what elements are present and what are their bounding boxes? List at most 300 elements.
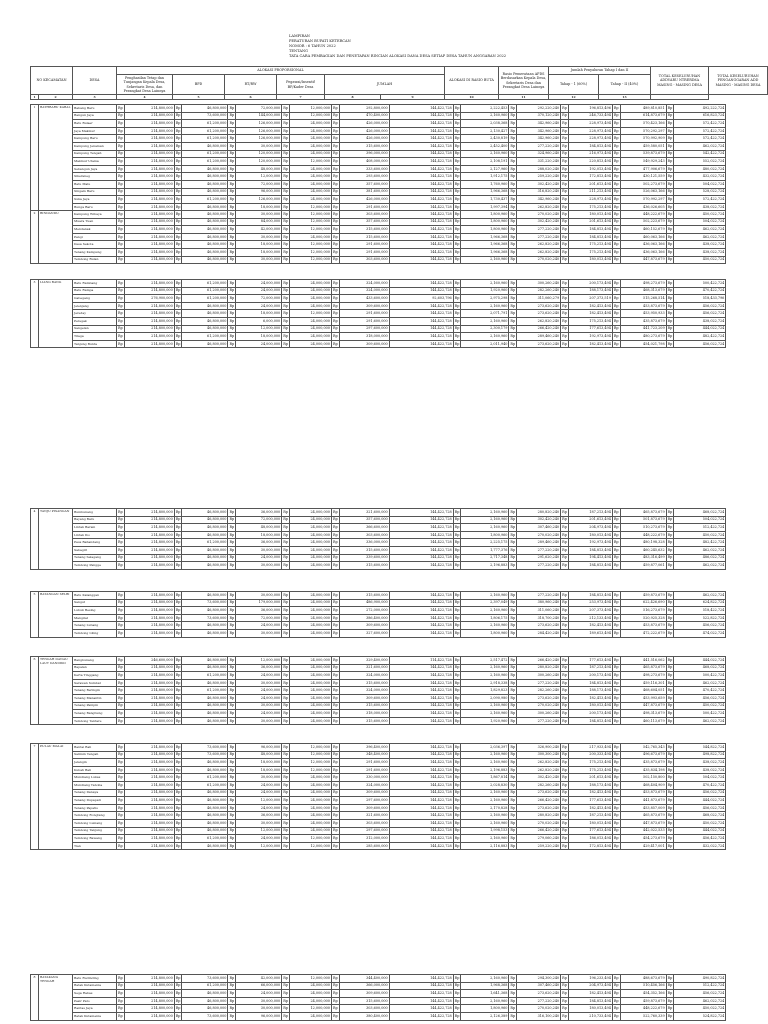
desa-name: Tenang Papatis	[73, 804, 117, 812]
currency-prefix: Rp	[228, 1005, 236, 1013]
currency-prefix: Rp	[117, 256, 125, 264]
value-cell: 214,800,000	[124, 827, 174, 835]
currency-prefix: Rp	[228, 340, 236, 348]
value-cell: 200,173,494	[568, 672, 612, 680]
currency-prefix: Rp	[228, 233, 236, 241]
currency-prefix: Rp	[453, 842, 461, 850]
currency-prefix: Rp	[509, 196, 517, 204]
table-row	[31, 340, 726, 348]
currency-prefix: Rp	[453, 524, 461, 532]
value-cell: 266,420,240	[517, 797, 561, 805]
kecamatan-name: BATANGAN SELBI	[39, 592, 73, 638]
currency-prefix: Rp	[509, 241, 517, 249]
currency-prefix: Rp	[453, 990, 461, 998]
value-cell: 214,800,000	[124, 325, 174, 333]
currency-prefix: Rp	[612, 687, 620, 695]
table-row	[31, 196, 726, 204]
value-cell: 1,800,960	[461, 226, 509, 234]
value-cell: 12,000,000	[289, 766, 331, 774]
currency-prefix: Rp	[331, 702, 339, 710]
kecamatan-name: BINDANDU	[39, 211, 73, 264]
value-cell: 96,000,000	[236, 744, 282, 752]
value-cell: 12,000,000	[289, 241, 331, 249]
currency-prefix: Rp	[453, 158, 461, 166]
desa-name: Gabegang	[73, 295, 117, 303]
currency-prefix: Rp	[174, 672, 182, 680]
currency-prefix: Rp	[331, 531, 339, 539]
value-cell: 24,000,000	[289, 165, 331, 173]
desa-name: Tenang Bangbung	[73, 710, 117, 718]
currency-prefix: Rp	[509, 135, 517, 143]
currency-prefix: Rp	[228, 990, 236, 998]
table-row	[31, 835, 726, 843]
value-cell: 270,020,240	[517, 1005, 561, 1013]
currency-prefix: Rp	[509, 607, 517, 615]
value-cell: 61,200,000	[182, 135, 228, 143]
value-cell: 144,422,728	[389, 990, 453, 998]
value-cell: 214,800,000	[124, 233, 174, 241]
value-cell: 2,160,960	[461, 664, 509, 672]
currency-prefix: Rp	[174, 687, 182, 695]
value-cell: 144,422,728	[389, 546, 453, 554]
value-cell: 303,600,000	[339, 211, 389, 219]
value-cell: 46,800,000	[182, 766, 228, 774]
value-cell: 201,613,494	[568, 774, 612, 782]
currency-prefix: Rp	[666, 664, 674, 672]
currency-prefix: Rp	[117, 173, 125, 181]
currency-prefix: Rp	[331, 766, 339, 774]
value-cell: 24,000,000	[289, 233, 331, 241]
value-cell: 518,422,724	[674, 607, 726, 615]
currency-prefix: Rp	[612, 509, 620, 517]
currency-prefix: Rp	[282, 679, 290, 687]
currency-prefix: Rp	[509, 226, 517, 234]
value-cell: 436,063,166	[620, 248, 666, 256]
currency-prefix: Rp	[117, 325, 125, 333]
value-cell: 24,000,000	[289, 657, 331, 665]
value-cell: 24,000,000	[289, 317, 331, 325]
value-cell: 214,800,000	[124, 554, 174, 562]
value-cell: 447,873,679	[620, 702, 666, 710]
column-number: 2	[39, 95, 73, 100]
value-cell: 624,822,724	[674, 599, 726, 607]
letterhead-line: PERATURAN BUPATI KETERCAN	[289, 39, 351, 43]
table-header	[30, 66, 768, 100]
table-row	[31, 997, 726, 1005]
header-alokasi-rasio: ALOKASI DI RASIO BUTA	[445, 67, 499, 95]
currency-prefix: Rp	[117, 340, 125, 348]
currency-prefix: Rp	[612, 112, 620, 120]
currency-prefix: Rp	[228, 120, 236, 128]
currency-prefix: Rp	[509, 804, 517, 812]
value-cell: 96,000,000	[236, 1012, 282, 1020]
currency-prefix: Rp	[174, 150, 182, 158]
value-cell: 435,834,198	[620, 766, 666, 774]
currency-prefix: Rp	[509, 158, 517, 166]
currency-prefix: Rp	[612, 158, 620, 166]
value-cell: 30,000,000	[236, 774, 282, 782]
table-row	[31, 248, 726, 256]
value-cell: 300,260,240	[517, 710, 561, 718]
currency-prefix: Rp	[174, 975, 182, 983]
currency-prefix: Rp	[117, 664, 125, 672]
value-cell: 289,460,240	[517, 333, 561, 341]
currency-prefix: Rp	[561, 180, 569, 188]
currency-prefix: Rp	[612, 218, 620, 226]
currency-prefix: Rp	[117, 516, 125, 524]
value-cell: 357,600,000	[339, 218, 389, 226]
currency-prefix: Rp	[174, 295, 182, 303]
currency-prefix: Rp	[453, 142, 461, 150]
header-desa: DESA	[73, 67, 117, 95]
table-row	[31, 554, 726, 562]
currency-prefix: Rp	[509, 524, 517, 532]
currency-prefix: Rp	[561, 158, 569, 166]
currency-prefix: Rp	[666, 622, 674, 630]
currency-prefix: Rp	[612, 203, 620, 211]
currency-prefix: Rp	[228, 812, 236, 820]
value-cell: 24,000,000	[289, 539, 331, 547]
value-cell: 48,000,000	[236, 165, 282, 173]
value-cell: 318,000,000	[339, 333, 389, 341]
value-cell: 46,800,000	[182, 256, 228, 264]
currency-prefix: Rp	[117, 127, 125, 135]
currency-prefix: Rp	[509, 554, 517, 562]
value-cell: 192,013,494	[568, 165, 612, 173]
currency-prefix: Rp	[666, 295, 674, 303]
value-cell: 12,000,000	[236, 173, 282, 181]
currency-prefix: Rp	[117, 158, 125, 166]
currency-prefix: Rp	[228, 516, 236, 524]
currency-prefix: Rp	[612, 622, 620, 630]
kecamatan-number: 2	[31, 211, 39, 264]
currency-prefix: Rp	[666, 287, 674, 295]
value-cell: 214,800,000	[124, 248, 174, 256]
desa-name: Bangun Jaya	[73, 112, 117, 120]
table-row	[31, 158, 726, 166]
value-cell: 482,422,724	[674, 333, 726, 341]
currency-prefix: Rp	[117, 694, 125, 702]
value-cell: 1,800,960	[461, 218, 509, 226]
value-cell: 453,873,679	[620, 622, 666, 630]
value-cell: 46,800,000	[182, 531, 228, 539]
currency-prefix: Rp	[117, 287, 125, 295]
value-cell: 462,022,724	[674, 226, 726, 234]
value-cell: 504,022,724	[674, 218, 726, 226]
value-cell: 182,413,494	[568, 310, 612, 318]
value-cell: 24,000,000	[289, 774, 331, 782]
currency-prefix: Rp	[331, 180, 339, 188]
value-cell: 366,000,000	[339, 982, 389, 990]
currency-prefix: Rp	[117, 142, 125, 150]
currency-prefix: Rp	[509, 599, 517, 607]
currency-prefix: Rp	[453, 797, 461, 805]
desa-name: Tenang Lubang	[73, 622, 117, 630]
value-cell: 24,000,000	[289, 702, 331, 710]
currency-prefix: Rp	[228, 672, 236, 680]
value-cell: 454,273,679	[620, 835, 666, 843]
desa-name: Suka Jaya	[73, 196, 117, 204]
value-cell: 291,600,000	[339, 203, 389, 211]
value-cell: 2,160,960	[461, 835, 509, 843]
currency-prefix: Rp	[453, 340, 461, 348]
currency-prefix: Rp	[331, 142, 339, 150]
value-cell: 2,452,400	[461, 142, 509, 150]
value-cell: 24,000,000	[236, 789, 282, 797]
currency-prefix: Rp	[453, 120, 461, 128]
currency-prefix: Rp	[331, 173, 339, 181]
value-cell: 172,813,494	[568, 842, 612, 850]
table-row	[31, 562, 726, 570]
currency-prefix: Rp	[666, 280, 674, 288]
currency-prefix: Rp	[612, 781, 620, 789]
value-cell: 12,000,000	[289, 835, 331, 843]
table-row	[31, 819, 726, 827]
currency-prefix: Rp	[282, 710, 290, 718]
currency-prefix: Rp	[331, 797, 339, 805]
value-cell: 2,126,389	[461, 1012, 509, 1020]
value-cell: 144,422,728	[389, 241, 453, 249]
currency-prefix: Rp	[117, 766, 125, 774]
kecamatan-table	[30, 656, 726, 725]
desa-name: Peregak	[73, 317, 117, 325]
desa-name: Batu Rampa	[73, 287, 117, 295]
currency-prefix: Rp	[561, 280, 569, 288]
currency-prefix: Rp	[509, 975, 517, 983]
value-cell: 273,620,240	[517, 340, 561, 348]
value-cell: 262,820,240	[517, 766, 561, 774]
currency-prefix: Rp	[228, 781, 236, 789]
value-cell: 315,600,000	[339, 679, 389, 687]
table-row	[31, 1012, 726, 1020]
value-cell: 270,020,240	[517, 211, 561, 219]
table-row	[31, 180, 726, 188]
currency-prefix: Rp	[453, 827, 461, 835]
currency-prefix: Rp	[331, 211, 339, 219]
currency-prefix: Rp	[174, 789, 182, 797]
currency-prefix: Rp	[331, 599, 339, 607]
value-cell: 73,600,000	[182, 744, 228, 752]
value-cell: 46,800,000	[182, 226, 228, 234]
value-cell: 175,213,494	[568, 248, 612, 256]
value-cell: 2,160,960	[461, 256, 509, 264]
currency-prefix: Rp	[331, 302, 339, 310]
value-cell: 246,600,000	[124, 657, 174, 665]
value-cell: 214,800,000	[124, 196, 174, 204]
value-cell: 144,422,728	[389, 599, 453, 607]
value-cell: 342,960,240	[517, 135, 561, 143]
currency-prefix: Rp	[509, 797, 517, 805]
currency-prefix: Rp	[612, 233, 620, 241]
value-cell: 2,430,819	[461, 135, 509, 143]
value-cell: 214,800,000	[124, 766, 174, 774]
value-cell: 309,600,000	[339, 622, 389, 630]
value-cell: 24,000,000	[236, 835, 282, 843]
currency-prefix: Rp	[282, 142, 290, 150]
desa-name: Pasir Pato	[73, 997, 117, 1005]
desa-name: Paus Bahandang	[73, 539, 117, 547]
desa-name: Sikeraneg	[73, 173, 117, 181]
desa-name: Bapalan	[73, 664, 117, 672]
table-row	[31, 990, 726, 998]
currency-prefix: Rp	[509, 842, 517, 850]
value-cell: 438,022,724	[674, 759, 726, 767]
currency-prefix: Rp	[666, 112, 674, 120]
desa-name: Lintak Baram	[73, 524, 117, 532]
currency-prefix: Rp	[174, 233, 182, 241]
value-cell: 24,000,000	[289, 142, 331, 150]
table-row	[31, 509, 726, 517]
currency-prefix: Rp	[612, 975, 620, 983]
currency-prefix: Rp	[612, 842, 620, 850]
currency-prefix: Rp	[561, 524, 569, 532]
value-cell: 46,800,000	[182, 188, 228, 196]
value-cell: 381,600,000	[339, 188, 389, 196]
value-cell: 214,800,000	[124, 744, 174, 752]
value-cell: 622,426,690	[620, 599, 666, 607]
currency-prefix: Rp	[282, 165, 290, 173]
value-cell: 12,000,000	[289, 112, 331, 120]
currency-prefix: Rp	[174, 127, 182, 135]
value-cell: 46,800,000	[182, 702, 228, 710]
currency-prefix: Rp	[174, 280, 182, 288]
currency-prefix: Rp	[561, 804, 569, 812]
value-cell: 214,800,000	[124, 614, 174, 622]
value-cell: 46,800,000	[182, 105, 228, 113]
currency-prefix: Rp	[282, 751, 290, 759]
value-cell: 214,800,000	[124, 622, 174, 630]
currency-prefix: Rp	[453, 789, 461, 797]
currency-prefix: Rp	[612, 804, 620, 812]
value-cell: 300,300,240	[517, 751, 561, 759]
currency-prefix: Rp	[282, 256, 290, 264]
currency-prefix: Rp	[612, 180, 620, 188]
table-row	[31, 295, 726, 303]
value-cell: 24,000,000	[289, 819, 331, 827]
value-cell: 297,600,000	[339, 325, 389, 333]
desa-name: Jaya Makmur	[73, 127, 117, 135]
value-cell: 184,813,494	[568, 226, 612, 234]
currency-prefix: Rp	[666, 774, 674, 782]
desa-name: Makmur Utama	[73, 158, 117, 166]
value-cell: 30,000,000	[236, 1005, 282, 1013]
currency-prefix: Rp	[282, 629, 290, 637]
value-cell: 61,200,000	[182, 287, 228, 295]
value-cell: 311,060,240	[517, 607, 561, 615]
table-row	[31, 539, 726, 547]
value-cell: 262,820,240	[517, 759, 561, 767]
value-cell: 572,422,724	[674, 135, 726, 143]
kecamatan-table	[30, 279, 726, 348]
value-cell: 30,000,000	[236, 592, 282, 600]
currency-prefix: Rp	[453, 622, 461, 630]
currency-prefix: Rp	[561, 797, 569, 805]
currency-prefix: Rp	[509, 766, 517, 774]
value-cell: 200,333,494	[568, 751, 612, 759]
value-cell: 435,873,679	[620, 317, 666, 325]
value-cell: 468,022,724	[674, 664, 726, 672]
value-cell: 456,022,724	[674, 804, 726, 812]
table-row	[31, 280, 726, 288]
currency-prefix: Rp	[331, 664, 339, 672]
currency-prefix: Rp	[453, 310, 461, 318]
value-cell: 24,000,000	[289, 325, 331, 333]
value-cell: 524,822,724	[674, 1012, 726, 1020]
currency-prefix: Rp	[666, 975, 674, 983]
value-cell: 214,800,000	[124, 982, 174, 990]
currency-prefix: Rp	[174, 516, 182, 524]
currency-prefix: Rp	[331, 827, 339, 835]
currency-prefix: Rp	[509, 672, 517, 680]
currency-prefix: Rp	[509, 180, 517, 188]
currency-prefix: Rp	[174, 196, 182, 204]
value-cell: 46,800,000	[182, 516, 228, 524]
value-cell: 276,900,000	[124, 295, 174, 303]
table-row	[31, 546, 726, 554]
value-cell: 288,020,240	[517, 165, 561, 173]
currency-prefix: Rp	[666, 842, 674, 850]
currency-prefix: Rp	[509, 614, 517, 622]
currency-prefix: Rp	[331, 1012, 339, 1020]
value-cell: 46,800,000	[182, 203, 228, 211]
table-row	[31, 188, 726, 196]
value-cell: 2,160,960	[461, 751, 509, 759]
currency-prefix: Rp	[174, 751, 182, 759]
currency-prefix: Rp	[453, 774, 461, 782]
currency-prefix: Rp	[561, 687, 569, 695]
table-row	[31, 592, 726, 600]
currency-prefix: Rp	[509, 781, 517, 789]
currency-prefix: Rp	[331, 546, 339, 554]
currency-prefix: Rp	[509, 287, 517, 295]
value-cell: 518,433,796	[674, 295, 726, 303]
value-cell: 186,013,494	[568, 835, 612, 843]
currency-prefix: Rp	[174, 622, 182, 630]
value-cell: 444,022,724	[674, 325, 726, 333]
value-cell: 72,000,000	[236, 614, 282, 622]
value-cell: 12,000,000	[289, 248, 331, 256]
currency-prefix: Rp	[561, 317, 569, 325]
currency-prefix: Rp	[612, 819, 620, 827]
value-cell: 61,200,000	[182, 539, 228, 547]
value-cell: 46,800,000	[182, 997, 228, 1005]
value-cell: 144,422,728	[389, 835, 453, 843]
value-cell: 270,020,240	[517, 819, 561, 827]
currency-prefix: Rp	[561, 1005, 569, 1013]
value-cell: 24,000,000	[236, 687, 282, 695]
currency-prefix: Rp	[174, 562, 182, 570]
value-cell: 46,800,000	[182, 248, 228, 256]
value-cell: 30,000,000	[236, 256, 282, 264]
currency-prefix: Rp	[453, 835, 461, 843]
currency-prefix: Rp	[453, 165, 461, 173]
currency-prefix: Rp	[666, 997, 674, 1005]
value-cell: 144,422,728	[389, 694, 453, 702]
value-cell: 12,000,000	[289, 842, 331, 850]
value-cell: 426,000,000	[339, 196, 389, 204]
currency-prefix: Rp	[561, 310, 569, 318]
table-row	[31, 256, 726, 264]
currency-prefix: Rp	[331, 710, 339, 718]
value-cell: 1,968,368	[461, 982, 509, 990]
value-cell: 30,000,000	[236, 546, 282, 554]
value-cell: 12,000,000	[289, 975, 331, 983]
value-cell: 24,000,000	[289, 120, 331, 128]
letterhead-line: TENTANG	[289, 49, 308, 53]
value-cell: 433,600,000	[339, 295, 389, 303]
currency-prefix: Rp	[282, 233, 290, 241]
value-cell: 144,422,728	[389, 539, 453, 547]
